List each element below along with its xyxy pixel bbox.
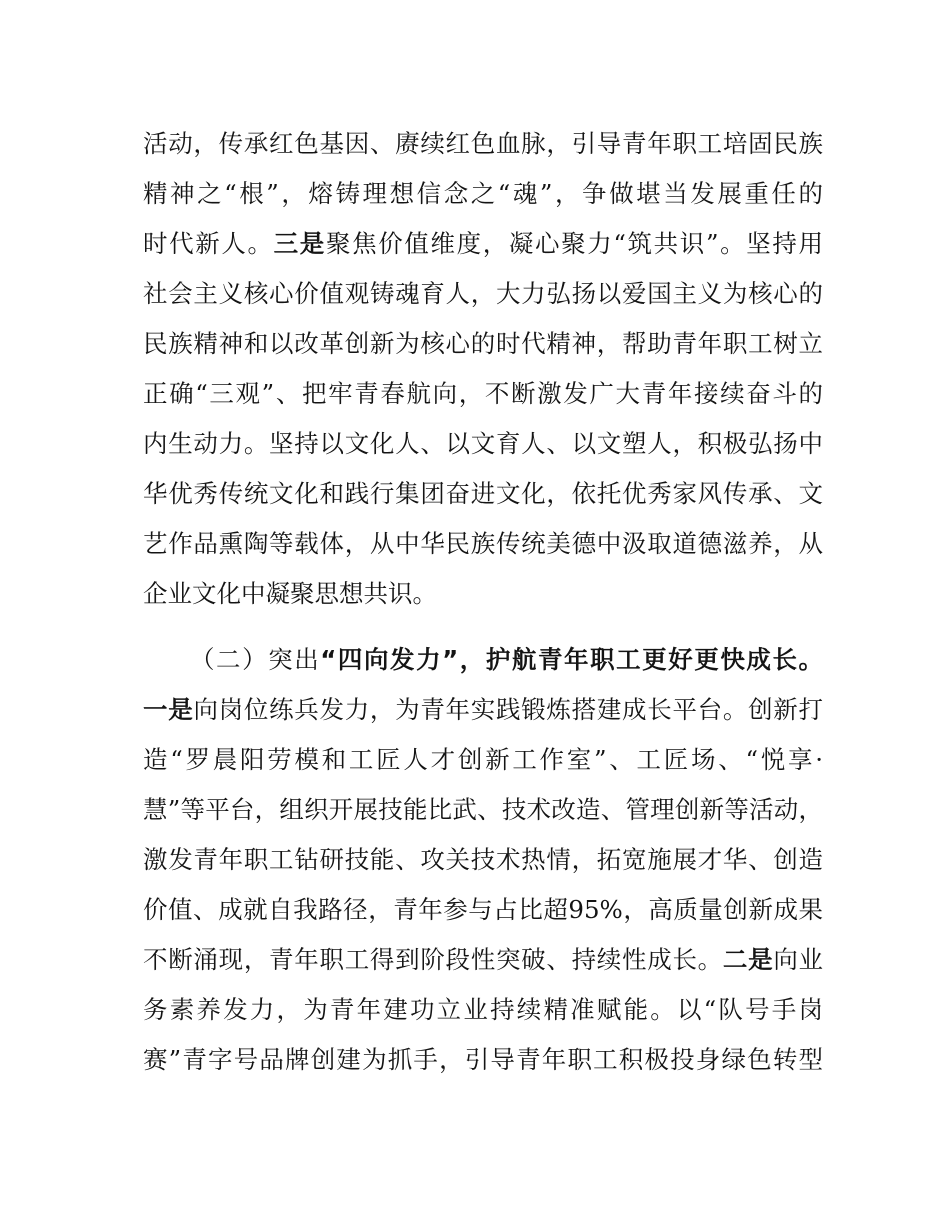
text-line [143,690,823,730]
text-line [143,574,823,614]
text-line [143,890,823,930]
text-segment: 慧”等平台，组织开展技能比武、技术改造、管理创新等活动， [143,795,823,824]
text-segment: 活动，传承红色基因、赓续红色血脉，引导青年职工培固民族 [143,129,823,158]
text-segment: 企业文化中凝聚思想共识。 [143,579,437,608]
text-line [143,474,823,514]
text-segment: 时代新人。 [143,229,274,258]
text-line [143,274,823,314]
text-segment: 内生动力。坚持以文化人、以文育人、以文塑人，积极弘扬中 [143,429,823,458]
text-segment: 不断涌现，青年职工得到阶段性突破、持续性成长。 [143,945,723,974]
text-segment: 价值、成就自我路径，青年参与占比超95%，高质量创新成果 [143,895,823,924]
text-line [143,790,823,830]
text-segment: 社会主义核心价值观铸魂育人，大力弘扬以爱国主义为核心的 [143,279,823,308]
section-heading-line [190,640,823,680]
text-segment: 向岗位练兵发力，为青年实践锻炼搭建成长平台。创新打 [193,695,824,724]
text-segment: 民族精神和以改革创新为核心的时代精神，帮助青年职工树立 [143,329,823,358]
text-segment: 艺作品熏陶等载体，从中华民族传统美德中汲取道德滋养，从 [143,529,823,558]
bold-text-segment: 二是 [722,945,774,974]
bold-text-segment: 三是 [273,229,326,258]
text-line [143,424,823,464]
text-segment: 激发青年职工钻研技能、攻关技术热情，拓宽施展才华、创造 [143,845,823,874]
text-segment: 聚焦价值维度，凝心聚力“筑共识”。坚持用 [325,229,823,258]
text-line [143,840,823,880]
bold-text-segment: 一是 [143,695,194,724]
text-segment: 造“罗晨阳劳模和工匠人才创新工作室”、工匠场、“悦享· [143,745,823,774]
text-segment: 向业 [773,945,824,974]
text-segment: 正确“三观”、把牢青春航向，不断激发广大青年接续奋斗的 [143,379,823,408]
text-line [143,374,823,414]
text-segment: 务素养发力，为青年建功立业持续精准赋能。以“队号手岗 [143,995,823,1024]
text-line [143,324,823,364]
text-segment: （二）突出 [190,645,321,674]
bold-text-segment: “四向发力”，护航青年职工更好更快成长。 [320,645,824,674]
text-segment: 精神之“根”，熔铸理想信念之“魂”，争做堪当发展重任的 [143,179,823,208]
text-line [143,524,823,564]
text-line [143,174,823,214]
text-line [143,990,823,1030]
text-line [143,940,823,980]
text-line [143,740,823,780]
text-line [143,124,823,164]
text-segment: 赛”青字号品牌创建为抓手，引导青年职工积极投身绿色转型 [143,1045,823,1074]
text-line [143,224,823,264]
text-segment: 华优秀传统文化和践行集团奋进文化，依托优秀家风传承、文 [143,479,823,508]
text-line [143,1040,823,1080]
